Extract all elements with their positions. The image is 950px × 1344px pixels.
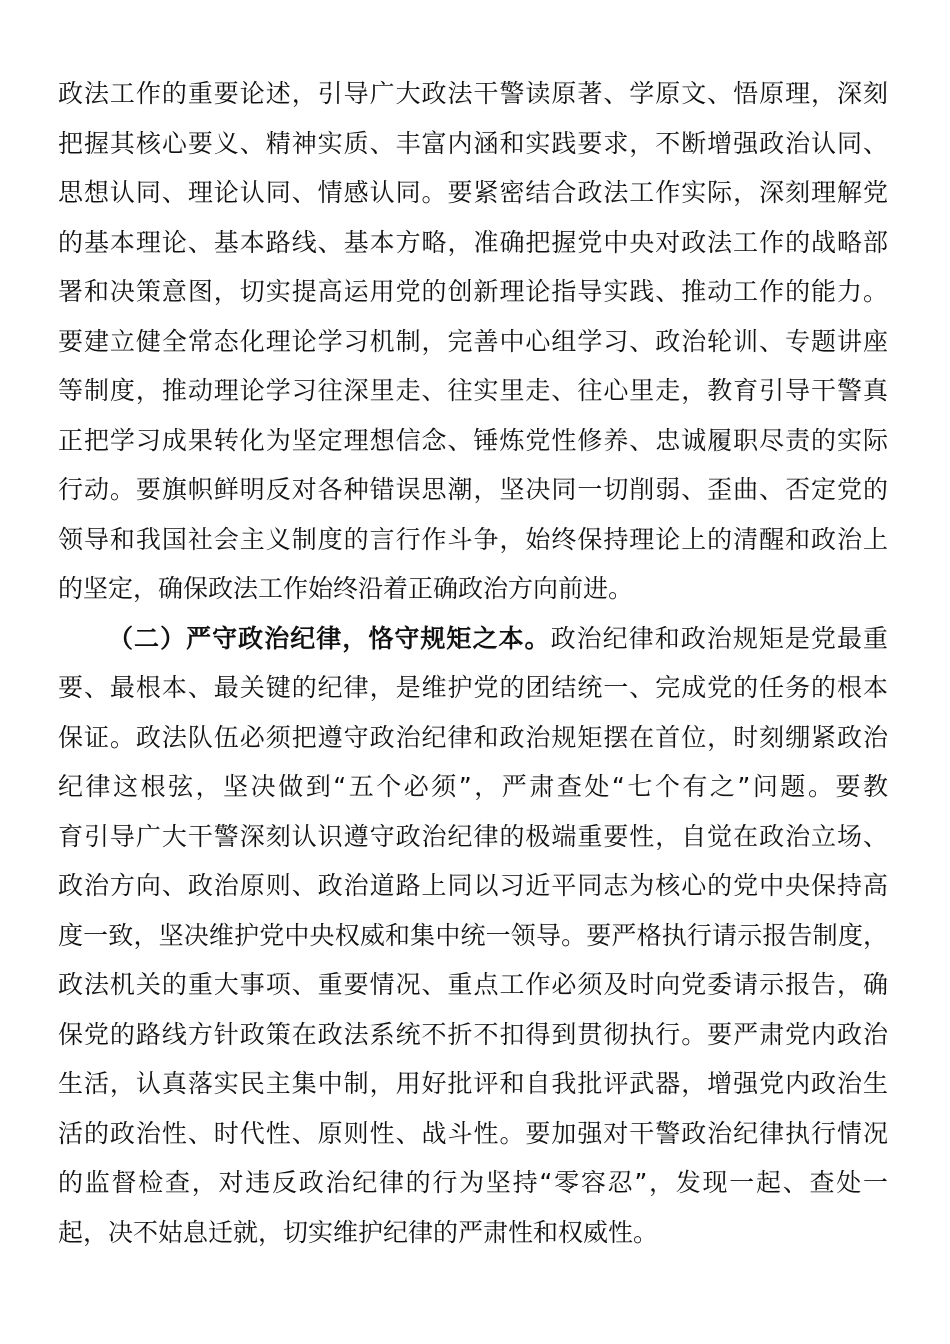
text-line: 保党的路线方针政策在政法系统不折不扣得到贯彻执行。要严肃党内政治 <box>58 1019 888 1049</box>
text-line: 的坚定，确保政法工作始终沿着正确政治方向前进。 <box>58 574 634 603</box>
text-line: 政法工作的重要论述，引导广大政法干警读原著、学原文、悟原理，深刻 <box>58 79 888 108</box>
text-line: 育引导广大干警深刻认识遵守政治纪律的极端重要性，自觉在政治立场、 <box>58 821 888 851</box>
text-line: 政治方向、政治原则、政治道路上同以习近平同志为核心的党中央保持高 <box>58 871 888 900</box>
text-line: 思想认同、理论认同、情感认同。要紧密结合政法工作实际，深刻理解党 <box>58 178 888 207</box>
text-line: 署和决策意图，切实提高运用党的创新理论指导实践、推动工作的能力。 <box>58 277 888 306</box>
paragraph-2 <box>58 614 888 1258</box>
text-run: 政治纪律和政治规矩是党最重 <box>550 623 888 653</box>
text-line: 活的政治性、时代性、原则性、战斗性。要加强对干警政治纪律执行情况 <box>58 1118 888 1148</box>
paragraph-1 <box>58 69 888 614</box>
text-line: 行动。要旗帜鲜明反对各种错误思潮，坚决同一切削弱、歪曲、否定党的 <box>58 475 888 504</box>
text-line: 保证。政法队伍必须把遵守政治纪律和政治规矩摆在首位，时刻绷紧政治 <box>58 722 888 752</box>
document-body <box>58 69 888 1257</box>
text-line: 纪律这根弦，坚决做到“五个必须”，严肃查处“七个有之”问题。要教 <box>58 772 888 801</box>
text-line: 要、最根本、最关键的纪律，是维护党的团结统一、完成党的任务的根本 <box>58 673 888 702</box>
text-line: 领导和我国社会主义制度的言行作斗争，始终保持理论上的清醒和政治上 <box>58 524 888 554</box>
text-line: 等制度，推动理论学习往深里走、往实里走、往心里走，教育引导干警真 <box>58 376 888 405</box>
text-line: 生活，认真落实民主集中制，用好批评和自我批评武器，增强党内政治生 <box>58 1069 888 1098</box>
text-line: 要建立健全常态化理论学习机制，完善中心组学习、政治轮训、专题讲座 <box>58 326 888 356</box>
text-line: 的基本理论、基本路线、基本方略，准确把握党中央对政法工作的战略部 <box>58 227 888 257</box>
text-line <box>58 614 888 664</box>
text-line: 的监督检查，对违反政治纪律的行为坚持“零容忍”，发现一起、查处一 <box>58 1168 888 1197</box>
text-line: 政法机关的重大事项、重要情况、重点工作必须及时向党委请示报告，确 <box>58 970 888 999</box>
section-heading: （二）严守政治纪律，恪守规矩之本。 <box>108 623 551 653</box>
text-line: 度一致，坚决维护党中央权威和集中统一领导。要严格执行请示报告制度， <box>58 920 888 950</box>
text-line: 正把学习成果转化为坚定理想信念、锤炼党性修养、忠诚履职尽责的实际 <box>58 425 888 455</box>
text-line: 起，决不姑息迁就，切实维护纪律的严肃性和权威性。 <box>58 1217 659 1247</box>
text-line: 把握其核心要义、精神实质、丰富内涵和实践要求，不断增强政治认同、 <box>58 128 888 158</box>
